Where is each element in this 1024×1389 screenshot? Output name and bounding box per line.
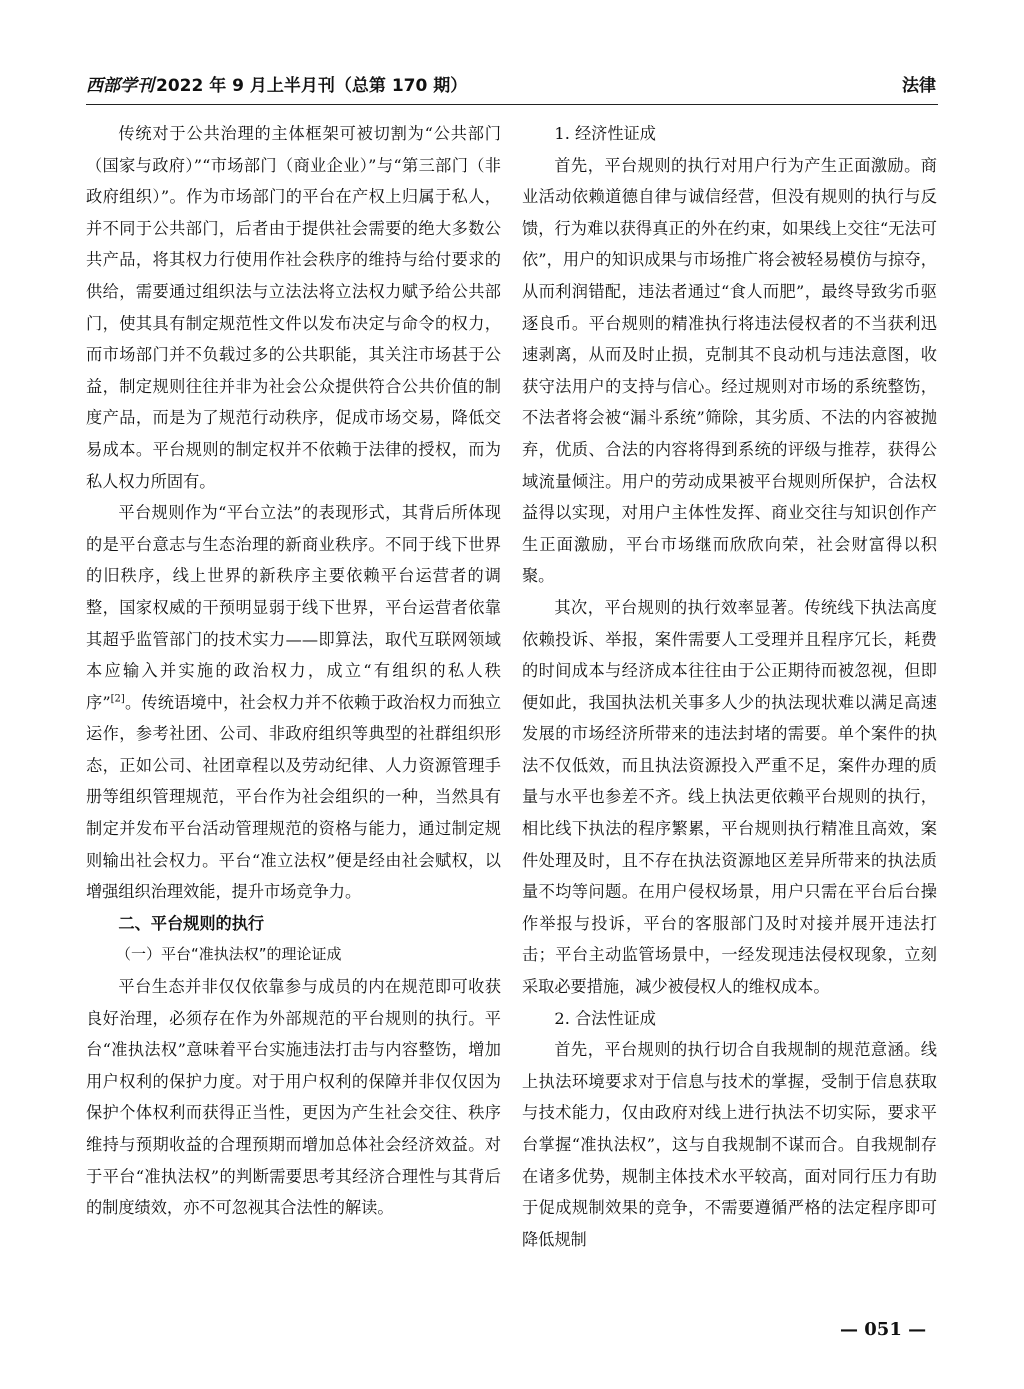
paragraph: 首先，平台规则的执行切合自我规制的规范意涵。线上执法环境要求对于信息与技术的掌握，受制于信息获取与技术能力，仅由政府对线上进行执法不切实际，要求平台掌握“准执法权”，这与自我规制不谋而合。自我规制存在诸多优势，规制主体技术水平较高，面对同行压力有助于促成规制效果的竞争，不需要遵循严格的法定程序即可降低规制 <box>522 1040 937 1249</box>
subheading: 1. 经济性证成 <box>554 124 656 143</box>
paragraph: 首先，平台规则的执行对用户行为产生正面激励。商业活动依赖道德自律与诚信经营，但没有规则的执行与反馈，行为难以获得真正的外在约束，如果线上交往“无法可依”，用户的知识成果与市场推广将会被轻易模仿与掠夺，从而利润错配，违法者通过“食人而肥”，最终导致劣币驱逐良币。平台规则的精准执行将违法侵权者的不当获利迅速剥离，从而及时止损，克制其不良动机与违法意图，收获守法用户的支持与信心。经过规则对市场的系统整饬，不法者将会被“漏斗系统”筛除，其劣质、不法的内容被抛弃，优质、合法的内容将得到系统的评级与推荐，获得公域流量倾注。用户的劳动成果被平台规则所保护，合法权益得以实现，对用户主体性发挥、商业交往与知识创作产生正面激励，平台市场继而欣欣向荣，社会财富得以积聚。 <box>522 155 937 586</box>
paragraph-text: 平台规则作为“平台立法”的表现形式，其背后所体现的是平台意志与生态治理的新商业秩序。不同于线下世界的旧秩序，线上世界的新秩序主要依赖平台运营者的调整，国家权威的干预明显弱于线下世界，平台运营者依靠其超乎监管部门的技术实力——即算法，取代互联网领域本应输入并实施的政治权力，成立“有组织的私人秩序” <box>86 503 501 712</box>
paragraph: 传统对于公共治理的主体框架可被切割为“公共部门（国家与政府）”“市场部门（商业企业）”与“第三部门（非政府组织）”。作为市场部门的平台在产权上归属于私人，并不同于公共部门，后者由于提供社会需要的绝大多数公共产品，将其权力行使用作社会秩序的维持与给付要求的供给，需要通过组织法与立法法将立法权力赋予给公共部门，使其具有制定规范性文件以发布决定与命令的权力，而市场部门并不负载过多的公共职能，其关注市场甚于公益，制定规则往往并非为社会公众提供符合公共价值的制度产品，而是为了规范行动秩序，促成市场交易，降低交易成本。平台规则的制定权并不依赖于法律的授权，而为私人权力所固有。 <box>86 124 501 491</box>
paragraph: 其次，平台规则的执行效率显著。传统线下执法高度依赖投诉、举报，案件需要人工受理并且程序冗长，耗费的时间成本与经济成本往往由于公正期待而被忽视，但即便如此，我国执法机关事多人少的执法现状难以满足高速发展的市场经济所带来的违法封堵的需要。单个案件的执法不仅低效，而且执法资源投入严重不足，案件办理的质量与水平也参差不齐。线上执法更依赖平台规则的执行，相比线下执法的程序繁累，平台规则执行精准且高效，案件处理及时，且不存在执法资源地区差异所带来的执法质量不均等问题。在用户侵权场景，用户只需在平台后台操作举报与投诉，平台的客服部门及时对接并展开违法打击；平台主动监管场景中，一经发现违法侵权现象，立刻采取必要措施，减少被侵权人的维权成本。 <box>522 597 937 997</box>
section-label: 法律 <box>902 76 936 96</box>
running-header <box>86 72 938 102</box>
paragraph-text: 。传统语境中，社会权力并不依赖于政治权力而独立运作，参考社团、公司、非政府组织等典型的社群组织形态，正如公司、社团章程以及劳动纪律、人力资源管理手册等组织管理规范，平台作为社会组织的一种，当然具有制定并发布平台活动管理规范的资格与能力，通过制定规则输出社会权力。平台“准立法权”便是经由社会赋权，以增强组织治理效能，提升市场竞争力。 <box>86 692 502 902</box>
left-column <box>86 118 501 1224</box>
section-heading: 二、平台规则的执行 <box>118 913 265 933</box>
subheading: 2. 合法性证成 <box>554 1008 656 1028</box>
page-number: — 051 — <box>840 1319 927 1340</box>
citation-ref: [2] <box>110 693 125 705</box>
right-column <box>522 118 937 1255</box>
journal-logo: 西部学刊 <box>86 76 154 96</box>
subsection-heading: （一）平台“准执法权”的理论证成 <box>116 945 342 964</box>
paragraph: 平台生态并非仅仅依靠参与成员的内在规范即可收获良好治理，必须存在作为外部规范的平台规则的执行。平台“准执法权”意味着平台实施违法打击与内容整饬，增加用户权利的保护力度。对于用户权利的保障并非仅仅因为保护个体权利而获得正当性，更因为产生社会交往、秩序维持与预期收益的合理预期而增加总体社会经济效益。对于平台“准执法权”的判断需要思考其经济合理性与其背后的制度绩效，亦不可忽视其合法性的解读。 <box>86 977 501 1218</box>
issue-info: 2022 年 9 月上半月刊（总第 170 期） <box>156 76 468 96</box>
journal-title <box>86 72 467 100</box>
header-rule <box>86 104 938 105</box>
paragraph <box>86 497 501 908</box>
